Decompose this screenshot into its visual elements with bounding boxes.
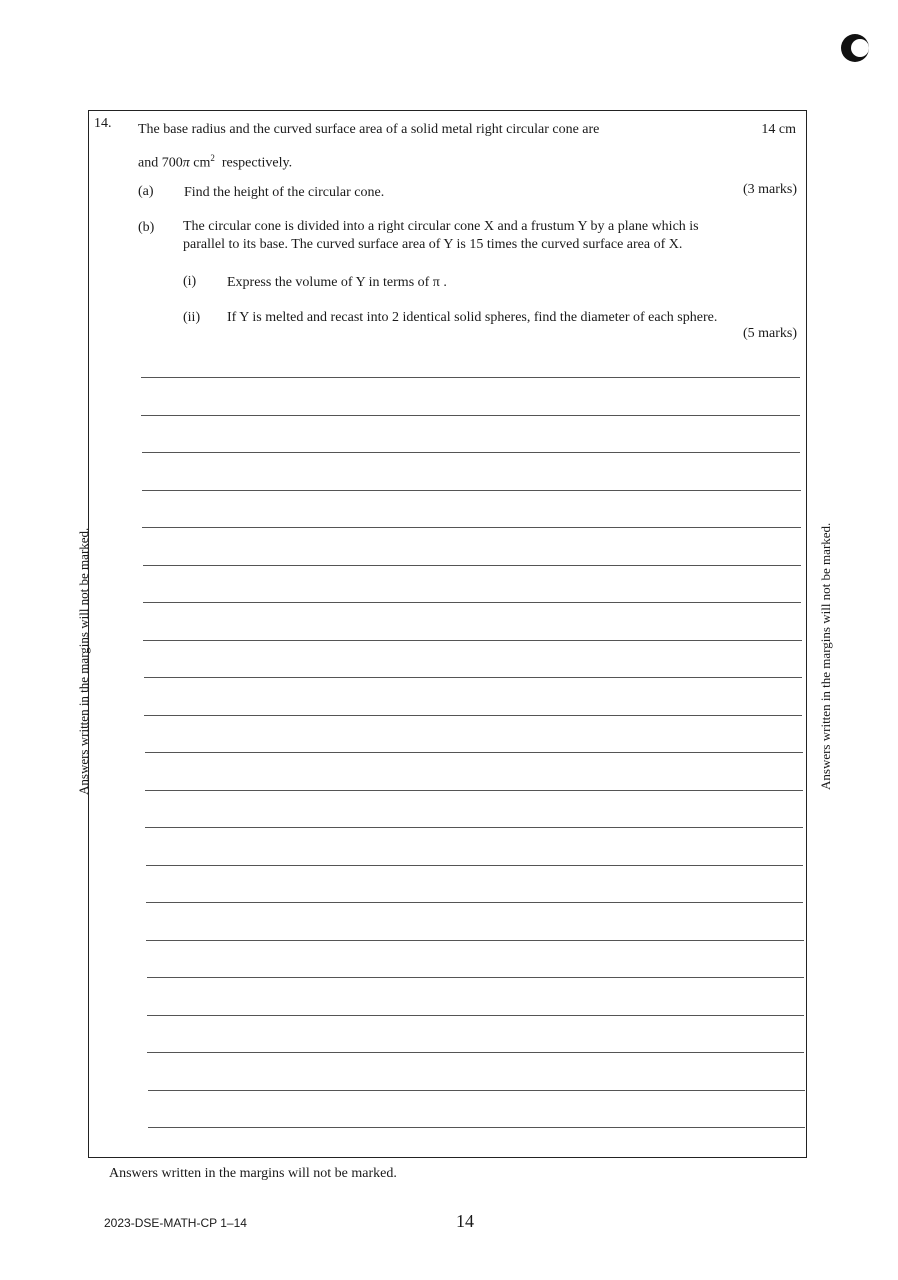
crescent-logo-icon (839, 30, 873, 64)
answer-line (147, 977, 804, 978)
answer-line (142, 490, 801, 491)
margin-note-left: Answers written in the margins will not be marked. (76, 527, 91, 795)
answer-line (146, 902, 804, 903)
answer-line (143, 640, 801, 641)
part-b-i-text: Express the volume of Y in terms of π . (227, 275, 447, 290)
answer-line (141, 377, 800, 378)
part-b-text-line1: The circular cone is divided into a right circular cone X and a frustum Y by a plane which is (183, 219, 699, 234)
answer-line (143, 565, 802, 566)
answer-line (147, 1052, 804, 1053)
answer-line (143, 602, 801, 603)
answer-line (142, 452, 801, 453)
answer-line (147, 1015, 804, 1016)
paper-code: 2023-DSE-MATH-CP 1–14 (104, 1216, 247, 1230)
margin-note-right: Answers written in the margins will not be marked. (818, 522, 833, 790)
question-stem-line1: The base radius and the curved surface area of a solid metal right circular cone are (138, 122, 600, 137)
answer-line (142, 527, 801, 528)
part-b-marks: (5 marks) (742, 326, 797, 341)
part-b-ii-label: (ii) (183, 310, 201, 325)
question-number: 14. (94, 116, 112, 131)
part-a-text: Find the height of the circular cone. (184, 185, 385, 200)
page-number: 14 (456, 1211, 474, 1231)
answer-line (146, 865, 804, 866)
part-a-label: (a) (138, 184, 154, 199)
answer-line (144, 677, 802, 678)
question-stem (138, 116, 796, 178)
part-a-marks: (3 marks) (742, 182, 797, 197)
answer-line (145, 752, 803, 753)
answer-line (145, 790, 803, 791)
bottom-margin-note: Answers written in the margins will not be marked. (109, 1166, 397, 1181)
part-b-text-line2: parallel to its base. The curved surface area of Y is 15 times the curved surface area of X. (183, 237, 683, 252)
part-b-text (183, 218, 799, 254)
answer-line (146, 940, 804, 941)
question-stem-radius: 14 cm (761, 122, 796, 137)
answer-frame (88, 110, 807, 1158)
part-b-i-label: (i) (183, 274, 197, 289)
answer-line (145, 827, 803, 828)
answer-line (141, 415, 800, 416)
answer-line (148, 1090, 805, 1091)
question-stem-line2: and 700π $cm^2$ respectively. (138, 153, 293, 171)
part-b-ii-text: If Y is melted and recast into 2 identical solid spheres, find the diameter of each sphere. (227, 310, 718, 325)
part-b-label: (b) (138, 220, 155, 235)
answer-line (148, 1127, 805, 1128)
answer-line (144, 715, 802, 716)
